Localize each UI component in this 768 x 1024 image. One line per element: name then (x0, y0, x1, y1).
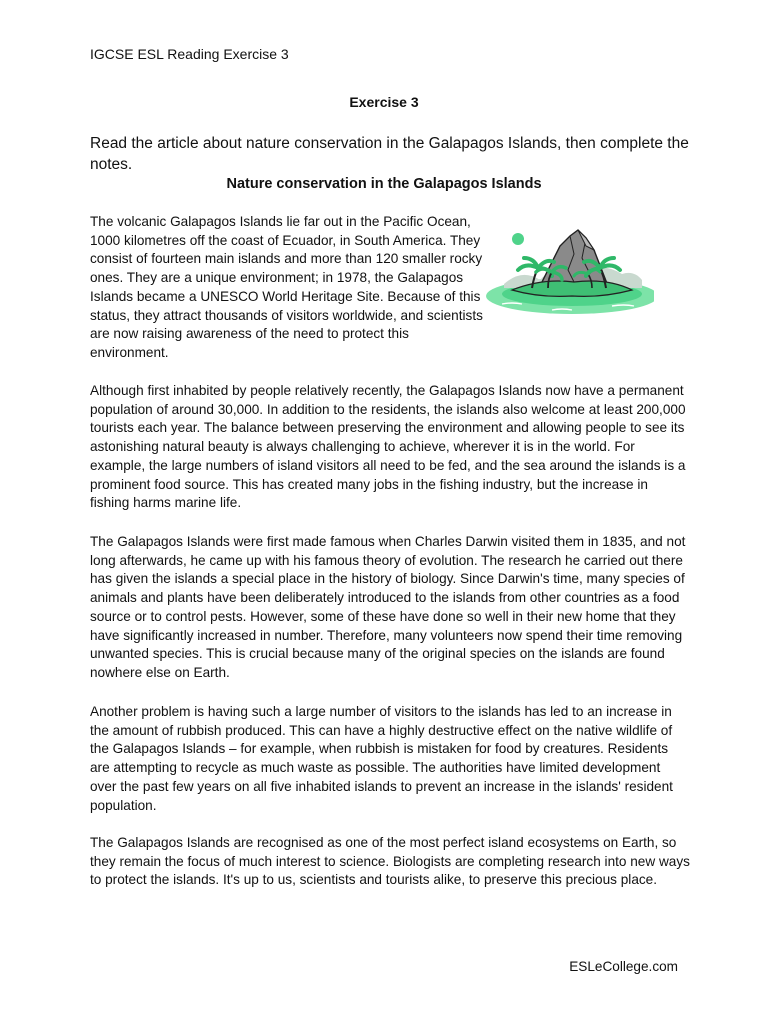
article-paragraph: The Galapagos Islands were first made famous when Charles Darwin visited them in 1835, and not long afterwards, he came up with his famous theory of evolution. The research he carried out there has given the islands a special place in the history of biology. Since Darwin's time, many species of animals and plants have been deliberately introduced to the islands from other countries as a food source or to control pests. However, some of these have done so well in their new home that they have significantly increased in number. Therefore, many volunteers now spend their time removing unwanted species. This is crucial because many of the original species on the islands are found nowhere else on Earth. (90, 534, 686, 680)
article-paragraph: Although first inhabited by people relatively recently, the Galapagos Islands now have a permanent population of around 30,000. In addition to the residents, the islands also welcome at least 200,000 tourists each year. The balance between preserving the environment and allowing people to see its astonishing natural beauty is always challenging to achieve, wherever it is in the world. For example, the large numbers of island visitors all need to be fed, and the sea around the islands is a prominent food source. This has created many jobs in the fishing industry, but the increase in fishing harms marine life. (90, 383, 686, 511)
article-title: Nature conservation in the Galapagos Islands (226, 176, 542, 192)
article-paragraph: The Galapagos Islands are recognised as one of the most perfect island ecosystems on Earth, so they remain the focus of much interest to science. Biologists are completing research into new ways to protect the islands. It's up to us, scientists and tourists alike, to preserve this precious place. (90, 835, 690, 888)
island-illustration-icon (482, 224, 654, 320)
article-paragraph: The volcanic Galapagos Islands lie far out in the Pacific Ocean, 1000 kilometres off the coast of Ecuador, in South America. They consist of fourteen main islands and more than 120 smaller rocky ones. They are a unique environment; in 1978, the Galapagos Islands became a UNESCO World Heritage Site. Because of this status, they attract thousands of visitors worldwide, and scientists are now raising awareness of the need to protect this environment. (90, 214, 483, 360)
footer-site-name: ESLeCollege.com (569, 959, 678, 974)
running-header: IGCSE ESL Reading Exercise 3 (90, 46, 289, 62)
exercise-instructions: Read the article about nature conservation in the Galapagos Islands, then complete the notes. (90, 135, 689, 173)
article-paragraph: Another problem is having such a large number of visitors to the islands has led to an increase in the amount of rubbish produced. This can have a highly destructive effect on the native wildlife of the Galapagos Islands – for example, when rubbish is mistaken for food by creatures. Residents are attempting to recycle as much waste as possible. The authorities have limited development over the past few years on all five inhabited islands to prevent an increase in the islands' resident population. (90, 704, 673, 813)
exercise-title: Exercise 3 (349, 94, 419, 110)
